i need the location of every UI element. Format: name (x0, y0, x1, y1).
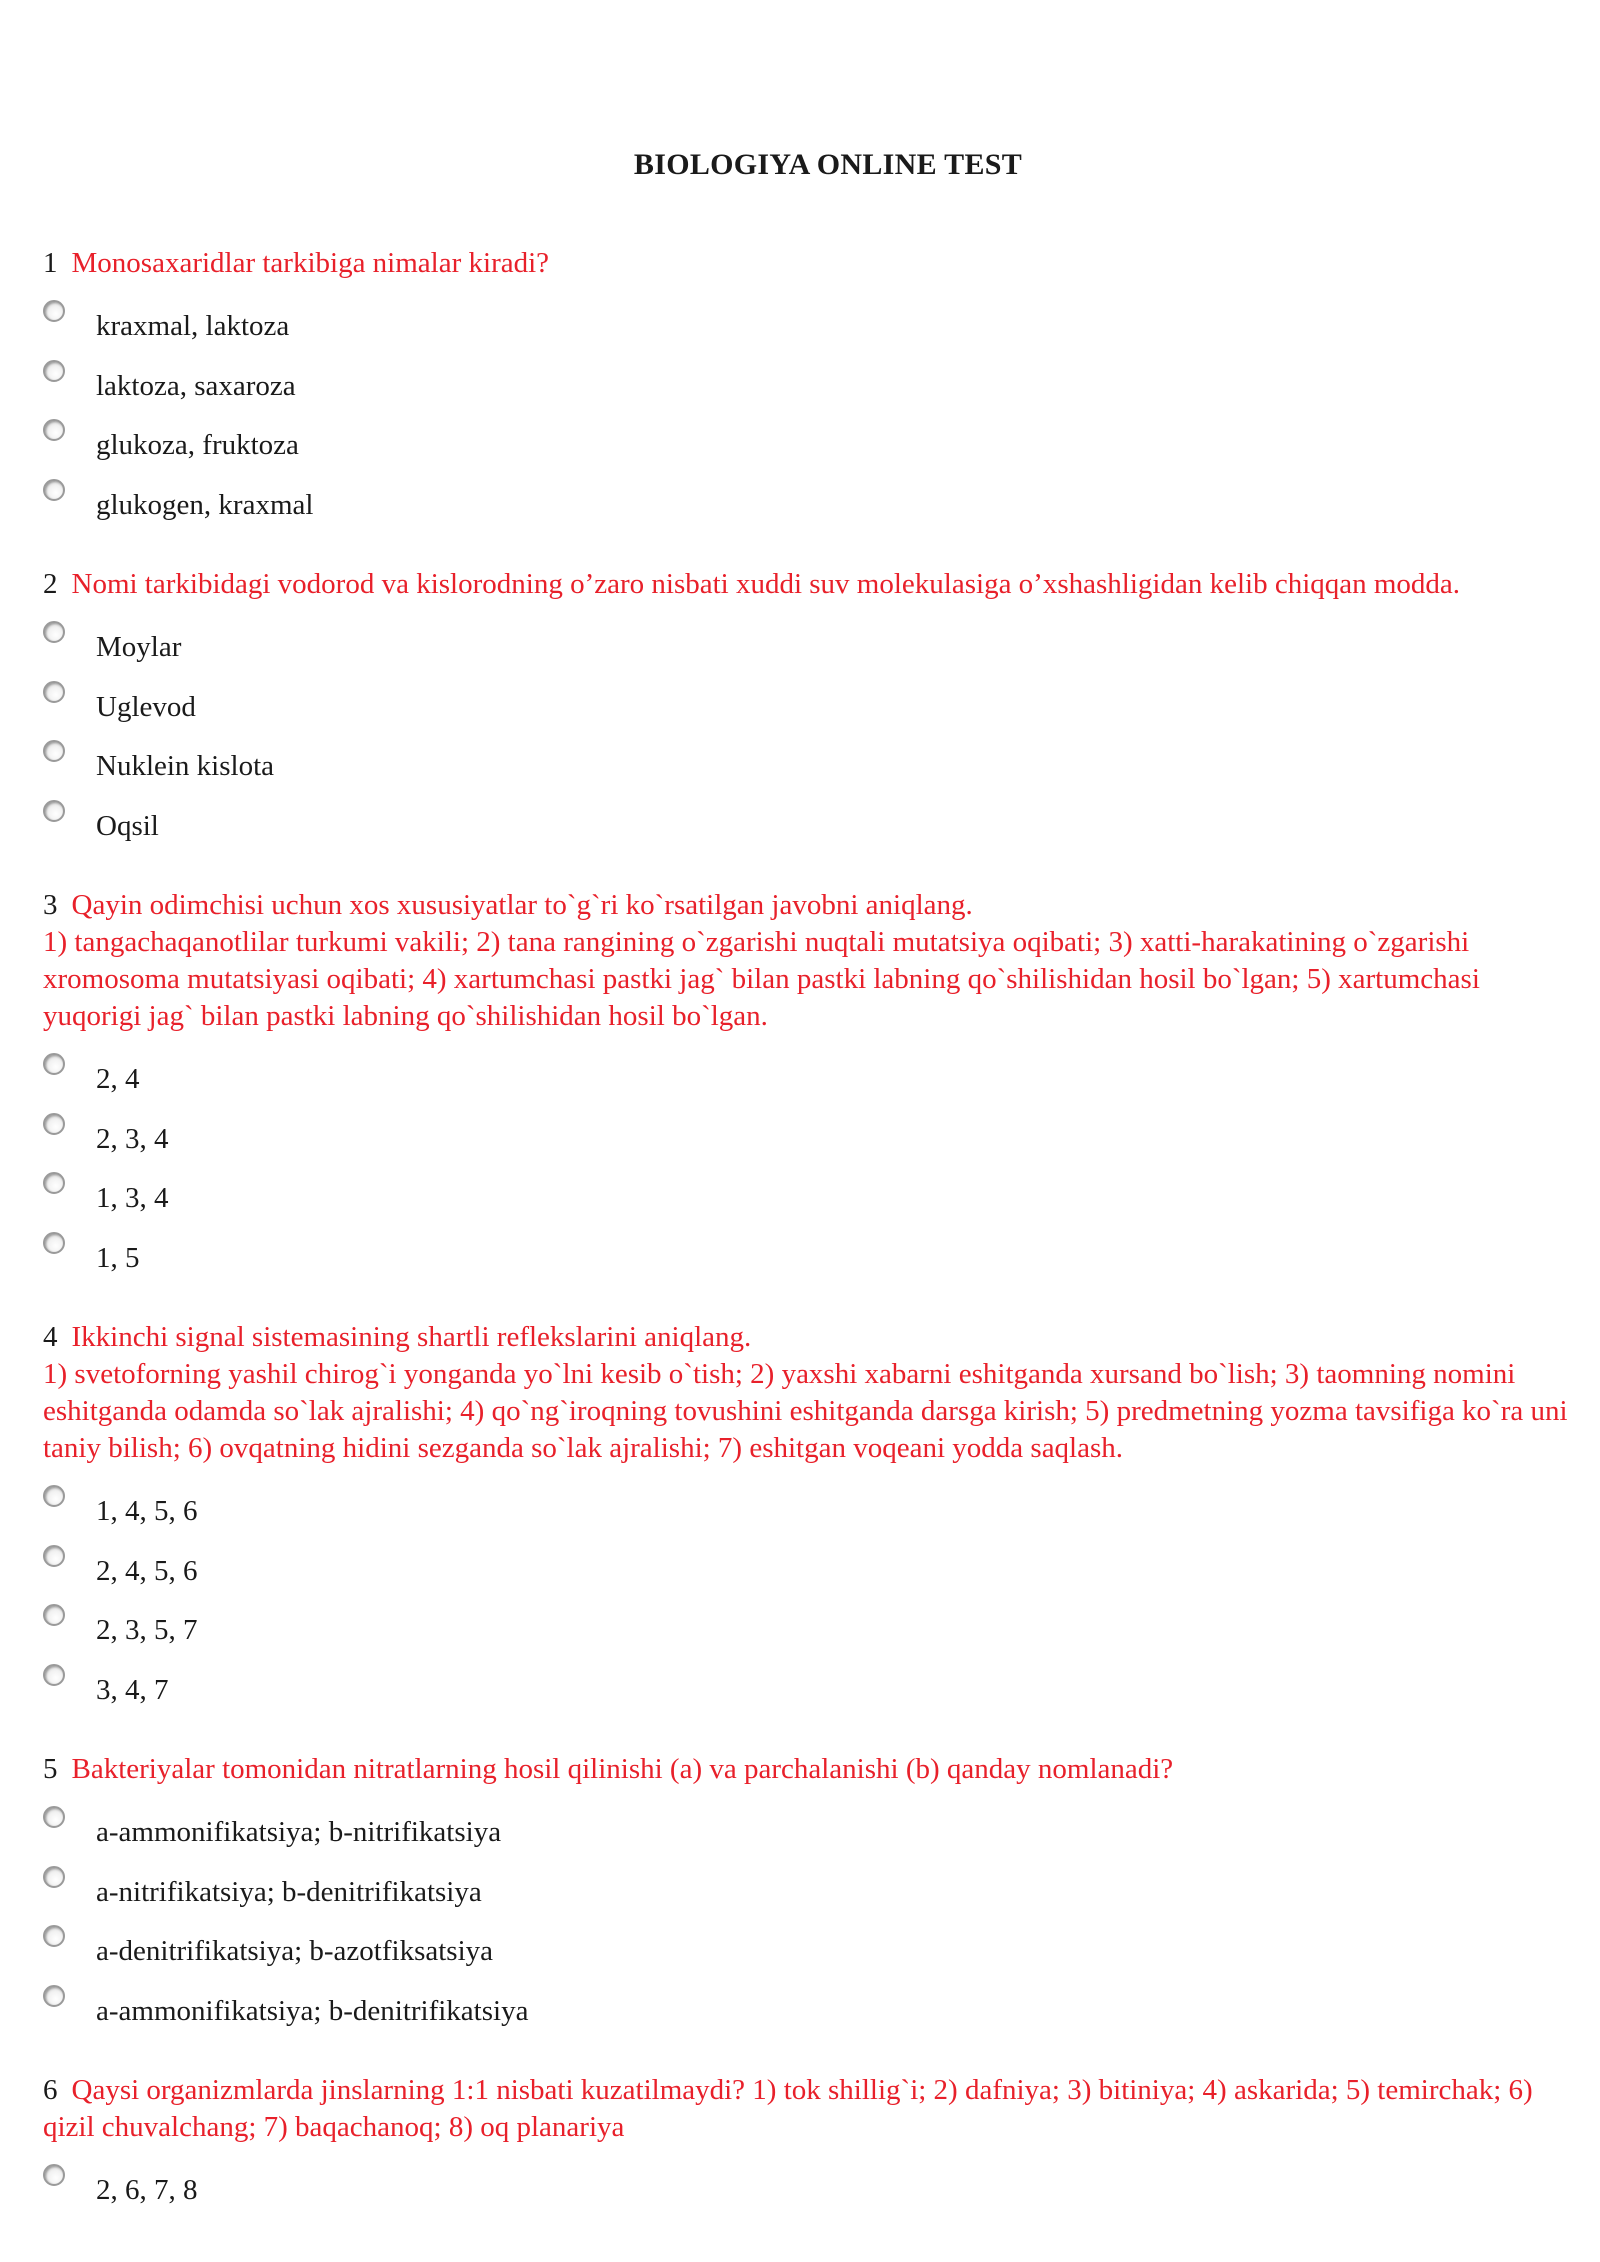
answer-option[interactable] (43, 1919, 1583, 1979)
answer-label: a-denitrifikatsiya; b-azotfiksatsiya (96, 1935, 493, 1967)
answer-label: 1, 3, 4 (96, 1182, 169, 1214)
answer-option[interactable] (43, 473, 1583, 533)
question-body: Bakteriyalar tomonidan nitratlarning hosil qilinishi (a) va parchalanishi (b) qanday nomlanadi? (71, 1753, 1174, 1785)
answer-option[interactable] (43, 1658, 1583, 1718)
answer-option[interactable] (43, 1226, 1583, 1286)
radio-button[interactable] (43, 1664, 65, 1686)
answer-options (43, 1800, 1583, 2038)
question-5 (43, 1751, 1583, 2038)
answer-label: 2, 4 (96, 1063, 140, 1095)
answer-option[interactable] (43, 675, 1583, 735)
radio-button[interactable] (43, 1232, 65, 1254)
question-text (43, 887, 1583, 1035)
radio-button[interactable] (43, 681, 65, 703)
answer-option[interactable] (43, 354, 1583, 414)
answer-label: Uglevod (96, 690, 196, 723)
radio-button[interactable] (43, 419, 65, 441)
question-2 (43, 566, 1583, 853)
answer-option[interactable] (43, 294, 1583, 354)
answer-label: Moylar (96, 631, 182, 663)
question-body: Qaysi organizmlarda jinslarning 1:1 nisbati kuzatilmaydi? 1) tok shillig`i; 2) dafniya; 3) bitiniya; 4) askarida; 5) temirchak; 6) qizil chuvalchang; 7) baqachanoq; 8) oq planariya (43, 2074, 1533, 2143)
radio-button[interactable] (43, 2164, 65, 2186)
answer-label: a-ammonifikatsiya; b-nitrifikatsiya (96, 1816, 502, 1848)
answer-label: Oqsil (96, 809, 159, 842)
radio-button[interactable] (43, 800, 65, 822)
answer-label: a-ammonifikatsiya; b-denitrifikatsiya (96, 1994, 529, 2027)
test-page (43, 145, 1583, 2252)
radio-button[interactable] (43, 1806, 65, 1828)
question-1 (43, 245, 1583, 532)
question-details: 1) tangachaqanotlilar turkumi vakili; 2) tana rangining o`zgarishi nuqtali mutatsiya oqibati; 3) xatti-harakatining o`zgarishi xromosoma mutatsiyasi oqibati; 4) xartumchasi pastki jag` bilan pastki labning qo`shilishidan hosil bo`lgan; 5) xartumchasi yuqorigi jag` bilan pastki labning qo`shilishidan hosil bo`lgan. (43, 926, 1480, 1032)
radio-button[interactable] (43, 1053, 65, 1075)
answer-label: 2, 3, 5, 7 (96, 1614, 198, 1646)
answer-option[interactable] (43, 615, 1583, 675)
question-text (43, 1751, 1583, 1788)
answer-option[interactable] (43, 1047, 1583, 1107)
answer-option[interactable] (43, 734, 1583, 794)
answer-option[interactable] (43, 1800, 1583, 1860)
question-number: 5 (43, 1753, 58, 1785)
question-number: 3 (43, 889, 58, 921)
answer-label: 2, 3, 4 (96, 1122, 169, 1155)
question-6 (43, 2072, 1583, 2218)
answer-label: 1, 5 (96, 1241, 140, 1274)
question-text (43, 245, 1583, 282)
answer-label: 1, 4, 5, 6 (96, 1495, 198, 1527)
answer-label: kraxmal, laktoza (96, 310, 290, 342)
question-text (43, 566, 1583, 603)
answer-option[interactable] (43, 1107, 1583, 1167)
answer-option[interactable] (43, 1166, 1583, 1226)
question-number: 4 (43, 1321, 58, 1353)
question-body: Nomi tarkibidagi vodorod va kislorodning o’zaro nisbati xuddi suv molekulasiga o’xshashligidan kelib chiqqan modda. (71, 568, 1461, 600)
answer-options (43, 1479, 1583, 1717)
radio-button[interactable] (43, 1485, 65, 1507)
question-number: 1 (43, 247, 58, 279)
radio-button[interactable] (43, 740, 65, 762)
answer-label: laktoza, saxaroza (96, 369, 296, 402)
answer-options (43, 1047, 1583, 1285)
question-body: Ikkinchi signal sistemasining shartli reflekslarini aniqlang. (71, 1321, 752, 1353)
question-number: 2 (43, 568, 58, 600)
radio-button[interactable] (43, 621, 65, 643)
answer-options (43, 615, 1583, 853)
answer-option[interactable] (43, 1979, 1583, 2039)
answer-label: glukogen, kraxmal (96, 488, 314, 521)
answer-label: 2, 4, 5, 6 (96, 1554, 198, 1587)
answer-option[interactable] (43, 2158, 1583, 2218)
answer-option[interactable] (43, 794, 1583, 854)
radio-button[interactable] (43, 479, 65, 501)
answer-label: 2, 6, 7, 8 (96, 2174, 198, 2206)
radio-button[interactable] (43, 1925, 65, 1947)
radio-button[interactable] (43, 360, 65, 382)
answer-option[interactable] (43, 1598, 1583, 1658)
question-details: 1) svetoforning yashil chirog`i yonganda yo`lni kesib o`tish; 2) yaxshi xabarni eshitganda xursand bo`lish; 3) taomning nomini eshitganda odamda so`lak ajralishi; 4) qo`ng`iroqning tovushini eshitganda darsga kirish; 5) predmetning yozma tavsifiga ko`ra uni taniy bilish; 6) ovqatning hidini sezganda so`lak ajralishi; 7) eshitgan voqeani yodda saqlash. (43, 1358, 1568, 1464)
radio-button[interactable] (43, 1172, 65, 1194)
question-text (43, 2072, 1583, 2146)
radio-button[interactable] (43, 1866, 65, 1888)
answer-label: glukoza, fruktoza (96, 429, 299, 461)
answer-options (43, 294, 1583, 532)
answer-option[interactable] (43, 1479, 1583, 1539)
radio-button[interactable] (43, 1985, 65, 2007)
question-text (43, 1319, 1583, 1467)
answer-label: a-nitrifikatsiya; b-denitrifikatsiya (96, 1875, 482, 1908)
answer-option[interactable] (43, 1860, 1583, 1920)
radio-button[interactable] (43, 1113, 65, 1135)
question-3 (43, 887, 1583, 1285)
radio-button[interactable] (43, 1545, 65, 1567)
question-body: Qayin odimchisi uchun xos xususiyatlar to`g`ri ko`rsatilgan javobni aniqlang. (71, 889, 973, 921)
question-body: Monosaxaridlar tarkibiga nimalar kiradi? (71, 247, 550, 279)
radio-button[interactable] (43, 1604, 65, 1626)
answer-option[interactable] (43, 1539, 1583, 1599)
answer-label: 3, 4, 7 (96, 1673, 169, 1706)
page-title: BIOLOGIYA ONLINE TEST (633, 148, 1023, 181)
question-4 (43, 1319, 1583, 1717)
question-number: 6 (43, 2074, 58, 2106)
answer-label: Nuklein kislota (96, 750, 275, 782)
answer-option[interactable] (43, 413, 1583, 473)
answer-options (43, 2158, 1583, 2218)
radio-button[interactable] (43, 300, 65, 322)
